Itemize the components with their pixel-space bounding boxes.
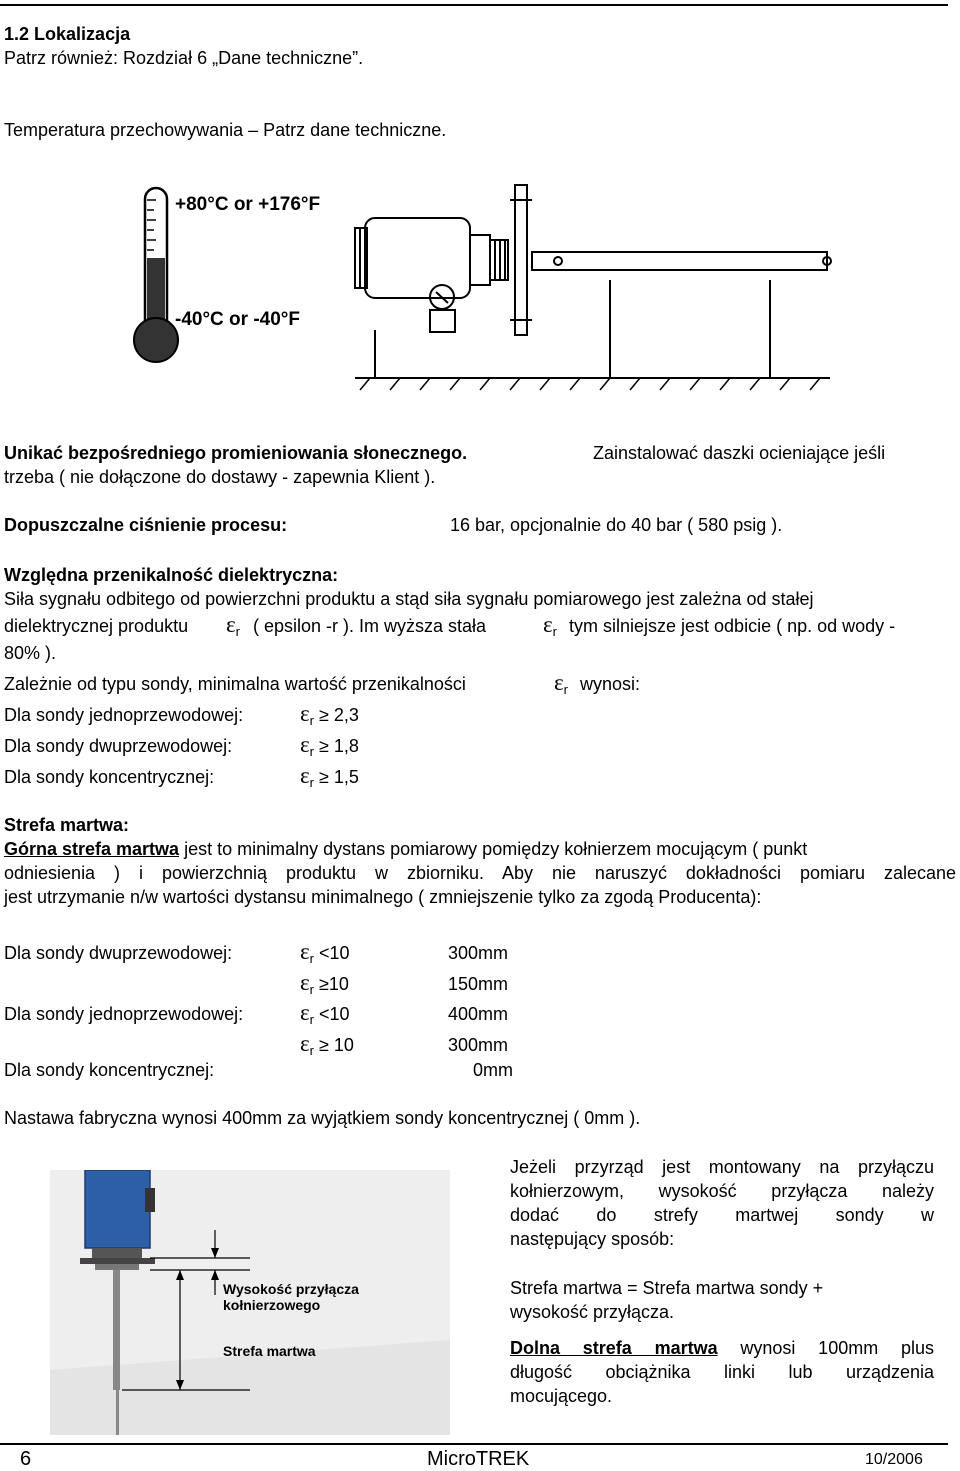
epsilon-symbol: $\varepsilon_r$: [543, 612, 558, 639]
sun-warning-bold: Unikać bezpośredniego promieniowania słonecznego.: [4, 443, 468, 463]
see-also: Patrz również: Rozdział 6 „Dane techniczne”.: [4, 48, 364, 68]
formula-line: wysokość przyłącza.: [510, 1302, 675, 1322]
flange-note-line: Jeżeli przyrząd jest montowany na przyłączu: [510, 1157, 934, 1177]
deadzone-line3: jest utrzymanie n/w wartości dystansu minimalnego ( zmniejszenie tylko za zgodą Producenta):: [4, 887, 762, 907]
deadzone-row-value: 150mm: [448, 974, 509, 994]
deadzone-row-value: 400mm: [448, 1004, 509, 1024]
section-heading: 1.2 Lokalizacja: [4, 24, 131, 44]
product-name: MicroTREK: [427, 1448, 530, 1470]
footer-rule: [0, 1443, 948, 1445]
flange-note-line: dodać do strefy martwej sondy w: [510, 1205, 934, 1225]
epsilon-symbol: $\varepsilon_r$: [554, 670, 569, 697]
deadzone-row-cond: $\varepsilon_r <10$: [300, 1000, 350, 1027]
formula-line: Strefa martwa = Strefa martwa sondy +: [510, 1278, 824, 1298]
probe-eps-value: $\varepsilon_r \ge 1,8$: [300, 732, 359, 759]
probe-label: Dla sondy koncentrycznej:: [4, 767, 215, 787]
deadzone-row-label: Dla sondy koncentrycznej:: [4, 1060, 215, 1080]
deadzone-line2: odniesienia ) i powierzchnią produktu w zbiorniku. Aby nie naruszyć dokładności pomiaru zalecane: [4, 863, 956, 883]
deadzone-label: Strefa martwa: [223, 1343, 316, 1359]
lower-deadzone-line: Dolna strefa martwa wynosi 100mm plus: [510, 1338, 934, 1358]
flange-deadzone-figure: [50, 1170, 450, 1435]
deadzone-row-value: 0mm: [473, 1060, 513, 1080]
pressure-value: 16 bar, opcjonalnie do 40 bar ( 580 psig ).: [450, 515, 783, 535]
pressure-label: Dopuszczalne ciśnienie procesu:: [4, 515, 288, 535]
deadzone-heading: Strefa martwa:: [4, 815, 130, 835]
probe-eps-value: $\varepsilon_r \ge 2,3$: [300, 701, 359, 728]
temp-max-label: +80°C or +176°F: [175, 194, 321, 215]
flange-note-line: kołnierzowym, wysokość przyłącza należy: [510, 1181, 934, 1201]
installation-drawing: [350, 180, 850, 395]
dielectric-line2b: ( epsilon -r ). Im wyższa stała: [253, 616, 487, 636]
dielectric-line2a: dielektrycznej produktu: [4, 616, 189, 636]
deadzone-row-cond: $\varepsilon_r \ge 10$: [300, 1031, 354, 1058]
deadzone-line1: Górna strefa martwa jest to minimalny dystans pomiarowy pomiędzy kołnierzem mocującym ( punkt: [4, 839, 808, 859]
sun-warning-line2: trzeba ( nie dołączone do dostawy - zapewnia Klient ).: [4, 467, 436, 487]
epsilon-symbol: $\varepsilon_r$: [226, 612, 241, 639]
flange-height-label: kołnierzowego: [223, 1297, 321, 1313]
page-number: 6: [20, 1448, 32, 1470]
probe-label: Dla sondy jednoprzewodowej:: [4, 705, 244, 725]
dielectric-line2c: tym silniejsze jest odbicie ( np. od wody -: [569, 616, 896, 636]
temp-min-label: -40°C or -40°F: [175, 309, 301, 330]
probe-label: Dla sondy dwuprzewodowej:: [4, 736, 233, 756]
lower-deadzone-line: długość obciążnika linki lub urządzenia: [510, 1362, 934, 1382]
dielectric-line1: Siła sygnału odbitego od powierzchni produktu a stąd siła sygnału pomiarowego jest zależna od stałej: [4, 589, 814, 609]
probe-eps-value: $\varepsilon_r \ge 1,5$: [300, 763, 359, 790]
flange-note-line: następujący sposób:: [510, 1229, 675, 1249]
deadzone-row-value: 300mm: [448, 943, 509, 963]
factory-setting: Nastawa fabryczna wynosi 400mm za wyjątkiem sondy koncentrycznej ( 0mm ).: [4, 1108, 641, 1128]
thermometer-figure: [130, 180, 340, 365]
storage-temp: Temperatura przechowywania – Patrz dane techniczne.: [4, 120, 447, 140]
sun-warning-rest: Zainstalować daszki ocieniające jeśli: [593, 443, 886, 463]
dielectric-heading: Względna przenikalność dielektryczna:: [4, 565, 339, 585]
dielectric-min-intro: Zależnie od typu sondy, minimalna wartość przenikalności: [4, 674, 466, 694]
deadzone-row-label: Dla sondy dwuprzewodowej:: [4, 943, 233, 963]
flange-height-label: Wysokość przyłącza: [223, 1281, 359, 1297]
deadzone-row-value: 300mm: [448, 1035, 509, 1055]
top-rule: [0, 4, 948, 6]
deadzone-row-label: Dla sondy jednoprzewodowej:: [4, 1004, 244, 1024]
lower-deadzone-line: mocującego.: [510, 1386, 613, 1406]
dielectric-min-intro-end: wynosi:: [580, 674, 641, 694]
deadzone-row-cond: $\varepsilon_r \ge 10$: [300, 970, 349, 997]
deadzone-row-cond: $\varepsilon_r <10$: [300, 939, 350, 966]
dielectric-line3: 80% ).: [4, 643, 57, 663]
doc-date: 10/2006: [865, 1451, 923, 1468]
